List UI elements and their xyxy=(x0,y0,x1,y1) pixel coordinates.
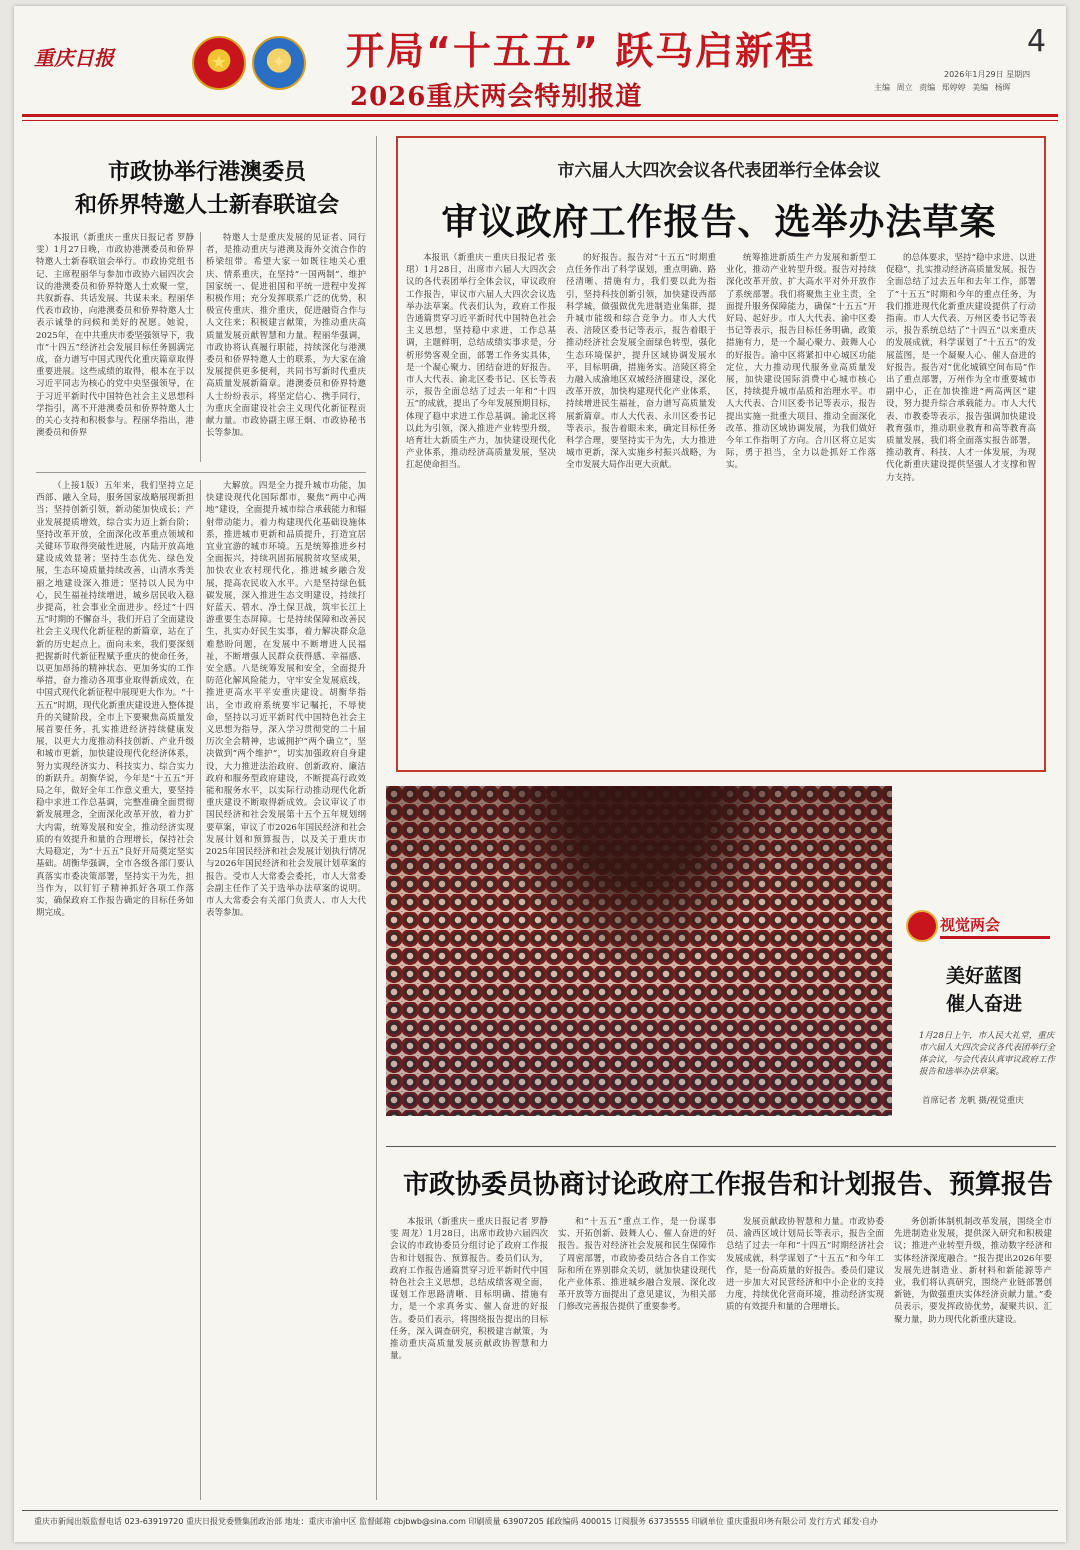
bottom-col4-text: 务创新体制机制改革发展，围绕全市先进制造业发展，提供深入研究和积极建议；推进产业转型升级，推动数字经济和实体经济深度融合。“报告提出2026年要发展先进制造业、新材料和新能源等产业，我们将认真研究，围绕产业链部署创新链，为做强重庆实体经济贡献力量。”委员表示，要发挥政协优势，凝聚共识、汇聚力量，助力现代化新重庆建设。 xyxy=(894,1217,1052,1325)
cppcc-emblem-icon: ✦ xyxy=(252,36,306,90)
bottom-col2-text: 和“十五五”重点工作，是一份谋事实、开拓创新、鼓舞人心、催人奋进的好报告。报告对经济社会发展和民生保障作了周密部署，市政协委员结合各自工作实际和所在界别群众关切，就加快建设现代化产业体系、推进城乡融合发展、深化改革开放等方面提出了意见建议，为相关部门修改完善报告提供了重要参考。 xyxy=(558,1217,716,1313)
main-col4-text: 的总体要求，坚持“稳中求进、以进促稳”，扎实推动经济高质量发展。报告全面总结了过去五年和去年工作，部署了“十五五”时期和今年的重点任务，为我们推进现代化新重庆建设提供了行动指南。市人大代表、万州区委书记等表示，报告系统总结了“十四五”以来重庆的发展成就，科学谋划了“十五五”的发展蓝图，是一个凝聚人心、催人奋进的好报告。报告对“优化城镇空间布局”作出了重点部署，万州作为全市重要城市副中心，正在加快推进“两高两区”建设，努力提升综合承载能力。市人大代表、市教委等表示，报告强调加快建设教育强市，推动职业教育和高等教育高质量发展，我们将全面落实报告部署，推动教育、科技、人才一体发展，为现代化新重庆建设提供坚强人才支撑和智力支持。 xyxy=(886,253,1036,483)
column-divider xyxy=(200,480,201,1500)
bottom-article-col2 xyxy=(558,1216,716,1501)
masthead-rule xyxy=(22,114,1058,117)
left-col3-text: （上接1版）五年来，我们坚持立足西部、融入全局，服务国家战略展现新担当；坚持创新引领，新动能加快成长；产业发展提质增效，综合实力迈上新台阶；坚持改革开放，全面深化改革重点领域和关键环节取得突破性进展，内陆开放高地建设成效显著；坚持生态优先、绿色发展，生态环境质量持续改善，山清水秀美丽之地建设深入推进；坚持以人民为中心，民生福祉持续增进，城乡居民收入稳步提高，社会事业全面进步。经过“十四五”时期的不懈奋斗，我们开启了全面建设社会主义现代化新征程的新篇章，站在了新的历史起点上。面向未来，我们要深刻把握新时代新征程赋予重庆的使命任务，以更加昂扬的精神状态、更加务实的工作举措，奋力推动各项事业取得新成效，在中国式现代化新征程中展现更大作为。“十五五”时期，现代化新重庆建设进入整体提升的关键阶段，全市上下要聚焦高质量发展首要任务，扎实推进经济持续健康发展，以更大力度推动科技创新、产业升级和城市更新，加快建设现代化经济体系，努力实现经济实力、科技实力、综合实力的新跃升。胡衡华说，今年是“十五五”开局之年，做好全年工作意义重大，要坚持稳中求进工作总基调，完整准确全面贯彻新发展理念，全面深化改革开放，着力扩大内需，统筹发展和安全，推动经济实现质的有效提升和量的合理增长，保持社会大局稳定，为“十五五”良好开局奠定坚实基础。胡衡华强调，全市各级各部门要认真落实市委决策部署，坚持实干为先，担当作为，以钉钉子精神抓好各项工作落实，确保政府工作报告确定的目标任务如期完成。 xyxy=(36,481,194,919)
banner-subtitle: 2026重庆两会特别报道 xyxy=(350,82,643,112)
bottom-article-col3 xyxy=(726,1216,884,1501)
national-emblem-icon: ★ xyxy=(192,36,246,90)
left-headline-line1: 市政协举行港澳委员 xyxy=(107,160,306,185)
bottom-article-headline: 市政协委员协商讨论政府工作报告和计划报告、预算报告 xyxy=(402,1170,1053,1200)
editors-credit: 主编 周立 责编 郑婷婷 美编 杨晖 xyxy=(874,83,1011,92)
footer-info: 重庆市新闻出版监督电话 023-63919720 重庆日报党委暨集团政治部 地址：重庆市渝中区 监督邮箱 cbjbwb@sina.com 印刷质量 63907205 邮政编码 400015 订阅服务 63735555 印刷单位 重庆重报印务有限公司 发行方式 邮发·自办 xyxy=(34,1517,878,1526)
section-divider xyxy=(36,472,366,473)
paper-name: 重庆日报 xyxy=(34,46,114,70)
page-column-divider xyxy=(376,136,377,1500)
masthead-rule-thin xyxy=(22,120,1058,121)
main-article-col4 xyxy=(886,252,1036,762)
main-col1-text: 本报讯（新重庆－重庆日报记者 张珺）1月28日，出席市六届人大四次会议的各代表团举行全体会议，审议政府工作报告，审议市六届人大四次会议选举办法草案。代表们认为，政府工作报告通篇贯穿习近平新时代中国特色社会主义思想，坚持稳中求进，工作总基调，主题鲜明，总结成绩实事求是，分析形势客观全面，部署工作务实具体，是一个凝心聚力、团结奋进的好报告。市人大代表、渝北区委书记、区长等表示，报告全面总结了过去一年和“十四五”的成就，提出了今年发展预期目标，体现了稳中求进工作总基调。渝北区将以此为引领，深入推进产业转型升级，培育壮大新质生产力，加快建设现代化产业体系，推动经济高质量发展，坚决扛起使命担当。 xyxy=(406,253,556,471)
left-col1-text: 本报讯（新重庆－重庆日报记者 罗静雯）1月27日晚，市政协港澳委员和侨界特邀人士新春联谊会举行。市政协党组书记、主席程丽华与参加市政协六届四次会议的港澳委员和侨界特邀人士欢聚一堂，共叙新春、共话发展、共谋未来。程丽华代表市政协，向港澳委员和侨界特邀人士表示诚挚的问候和美好的祝愿。她说，2025年，在中共重庆市委坚强领导下，我市“十四五”经济社会发展目标任务圆满完成，奋力谱写中国式现代化重庆篇章取得重要进展。这些成绩的取得，根本在于以习近平同志为核心的党中央坚强领导，在于习近平新时代中国特色社会主义思想科学指引，离不开港澳委员和侨界特邀人士的关心支持和积极参与。程丽华指出，港澳委员和侨界 xyxy=(36,233,194,439)
left-col4-text: 大解放。四是全力提升城市功能，加快建设现代化国际都市，聚焦“两中心两地”建设，全面提升城市综合承载能力和辐射带动能力，着力构建现代化基础设施体系，推进城市更新和品质提升，打造宜居宜业宜游的城市环境。五是统筹推进乡村全面振兴，持续巩固拓展脱贫攻坚成果，加快农业农村现代化，推进城乡融合发展，提高农民收入水平。六是坚持绿色低碳发展，深入推进生态文明建设，持续打好蓝天、碧水、净土保卫战，筑牢长江上游重要生态屏障。七是持续保障和改善民生，扎实办好民生实事，着力解决群众急难愁盼问题，在发展中不断增进人民福祉，不断增强人民群众获得感、幸福感、安全感。八是统筹发展和安全，全面提升防范化解风险能力，守牢安全发展底线，推进更高水平平安重庆建设。胡衡华指出，全市政府系统要牢记嘱托，不辱使命，坚持以习近平新时代中国特色社会主义思想为指导，深入学习贯彻党的二十届历次全会精神，忠诚拥护“两个确立”，坚决做到“两个维护”，切实加强政府自身建设，大力推进法治政府、创新政府、廉洁政府和服务型政府建设，不断提高行政效能和服务水平，以实际行动推动现代化新重庆建设不断取得新成效。会议审议了市国民经济和社会发展第十五个五年规划纲要草案，审议了市2026年国民经济和社会发展计划和预算报告，以及关于重庆市2025年国民经济和社会发展计划执行情况与2026年国民经济和社会发展计划草案的报告。受市人大常委会委托，市人大常委会副主任作了关于选举办法草案的说明。市人大常委会有关部门负责人、市人大代表等参加。 xyxy=(206,481,366,919)
meeting-photo-overlay xyxy=(386,786,892,1116)
left-article-col3 xyxy=(36,480,194,1500)
vision-lianghui-logo-icon xyxy=(906,910,938,942)
footer-rule xyxy=(22,1510,1058,1511)
main-article-headline: 审议政府工作报告、选举办法草案 xyxy=(441,202,997,243)
main-article-col1 xyxy=(406,252,556,762)
left-headline-line2: 和侨界特邀人士新春联谊会 xyxy=(74,193,339,218)
photo-title-line1: 美好蓝图 xyxy=(945,965,1022,987)
main-col2-text: 的好报告。报告对“十五五”时期重点任务作出了科学谋划，重点明确、路径清晰、措施有力，我们要以此为指引，坚持科技创新引领，加快建设西部科学城，做强做优先进制造业集群，提升城市能级和综合竞争力。市人大代表、涪陵区委书记等表示，报告着眼于推动经济社会发展全面绿色转型，强化生态环境保护，提升区域协调发展水平，目标明确，措施务实。涪陵区将全力融入成渝地区双城经济圈建设，深化改革开放，加快构建现代化产业体系，持续增进民生福祉，奋力谱写高质量发展新篇章。市人大代表、永川区委书记等表示，报告着眼未来，确定目标任务科学合理，要坚持实干为先，大力推进城市更新，深入实施乡村振兴战略，为全市发展大局作出更大贡献。 xyxy=(566,253,716,471)
bottom-col3-text: 发展贡献政协智慧和力量。市政协委员、渝西区域计划局长等表示，报告全面总结了过去一年和“十四五”时期经济社会发展成就，科学谋划了“十五五”和今年工作，是一份高质量的好报告。委员们建议进一步加大对民营经济和中小企业的支持力度，持续优化营商环境，推动经济实现质的有效提升和量的合理增长。 xyxy=(726,1217,884,1313)
column-divider xyxy=(200,232,201,462)
left-article-headline xyxy=(42,156,372,222)
main-article-col2 xyxy=(566,252,716,762)
bottom-article-col4 xyxy=(894,1216,1052,1501)
photo-caption: 1月28日上午，市人民大礼堂，重庆市六届人大四次会议各代表团举行全体会议，与会代表认真审议政府工作报告和选举办法草案。 xyxy=(919,1031,1056,1077)
main-article-kicker: 市六届人大四次会议各代表团举行全体会议 xyxy=(557,161,881,181)
left-col2-text: 特邀人士是重庆发展的见证者、同行者，是推动重庆与港澳及海外交流合作的桥梁纽带。希望大家一如既往地关心重庆、情系重庆，在坚持“一国两制”、维护国家统一、促进祖国和平统一进程中发挥积极作用；充分发挥联系广泛的优势，积极宣传重庆、推介重庆，促进融资合作与人文往来；积极建言献策，为推动重庆高质量发展贡献智慧和力量。程丽华强调，市政协将认真履行职能，持续深化与港澳委员和侨界特邀人士的联系，为大家在渝发展提供更多便利，共同书写新时代重庆高质量发展新篇章。港澳委员和侨界特邀人士纷纷表示，将坚定信心、携手同行，为重庆全面建设社会主义现代化新征程贡献力量。市政协副主席王炯、市政协秘书长等参加。 xyxy=(206,233,366,439)
main-article-col3 xyxy=(726,252,876,762)
bottom-article-col1 xyxy=(390,1216,548,1501)
photo-credit: 首席记者 龙帆 摄/视觉重庆 xyxy=(922,1096,1024,1106)
page-number: 4 xyxy=(1027,24,1047,59)
banner-title: 开局“十五五” 跃马启新程 xyxy=(346,29,816,73)
vision-badge: 视觉两会 xyxy=(940,916,1001,934)
photo-title-line2: 催人奋进 xyxy=(945,993,1022,1015)
dateline: 2026年1月29日 星期四 xyxy=(944,70,1031,79)
photo-feature-title xyxy=(914,962,1054,1018)
left-article-col1 xyxy=(36,232,194,462)
left-article-col2 xyxy=(206,232,366,462)
newspaper-page xyxy=(14,6,1066,1542)
main-col3-text: 统筹推进新质生产力发展和新型工业化，推动产业转型升级。报告对持续深化改革开放、扩大高水平对外开放作了系统部署。我们将聚焦主业主责，全面提升服务保障能力，确保“十五五”开好局、起好步。市人大代表、渝中区委书记等表示，报告目标任务明确，政策措施有力，是一个凝心聚力、鼓舞人心的好报告。渝中区将紧扣中心城区功能定位，大力推动现代服务业高质量发展，加快建设国际消费中心城市核心区，持续提升城市品质和治理水平。市人大代表、合川区委书记等表示，报告提出实施一批重大项目、推动全面深化改革、推动区域协调发展，为我们做好今年工作指明了方向。合川区将立足实际，勇于担当，全力以赴抓好工作落实。 xyxy=(726,253,876,471)
vision-badge-underline xyxy=(940,936,1050,939)
bottom-col1-text: 本报讯（新重庆－重庆日报记者 罗静雯 周龙）1月28日，出席市政协六届四次会议的市政协委员分组讨论了政府工作报告和计划报告、预算报告。委员们认为，政府工作报告通篇贯穿习近平新时代中国特色社会主义思想，总结成绩客观全面，谋划工作思路清晰、目标明确、措施有力，是一个求真务实、催人奋进的好报告。委员们表示，将围绕报告提出的目标任务，深入调查研究，积极建言献策，为推动重庆高质量发展贡献政协智慧和力量。 xyxy=(390,1217,548,1362)
left-article-col4 xyxy=(206,480,366,1500)
section-divider xyxy=(386,1146,1056,1147)
